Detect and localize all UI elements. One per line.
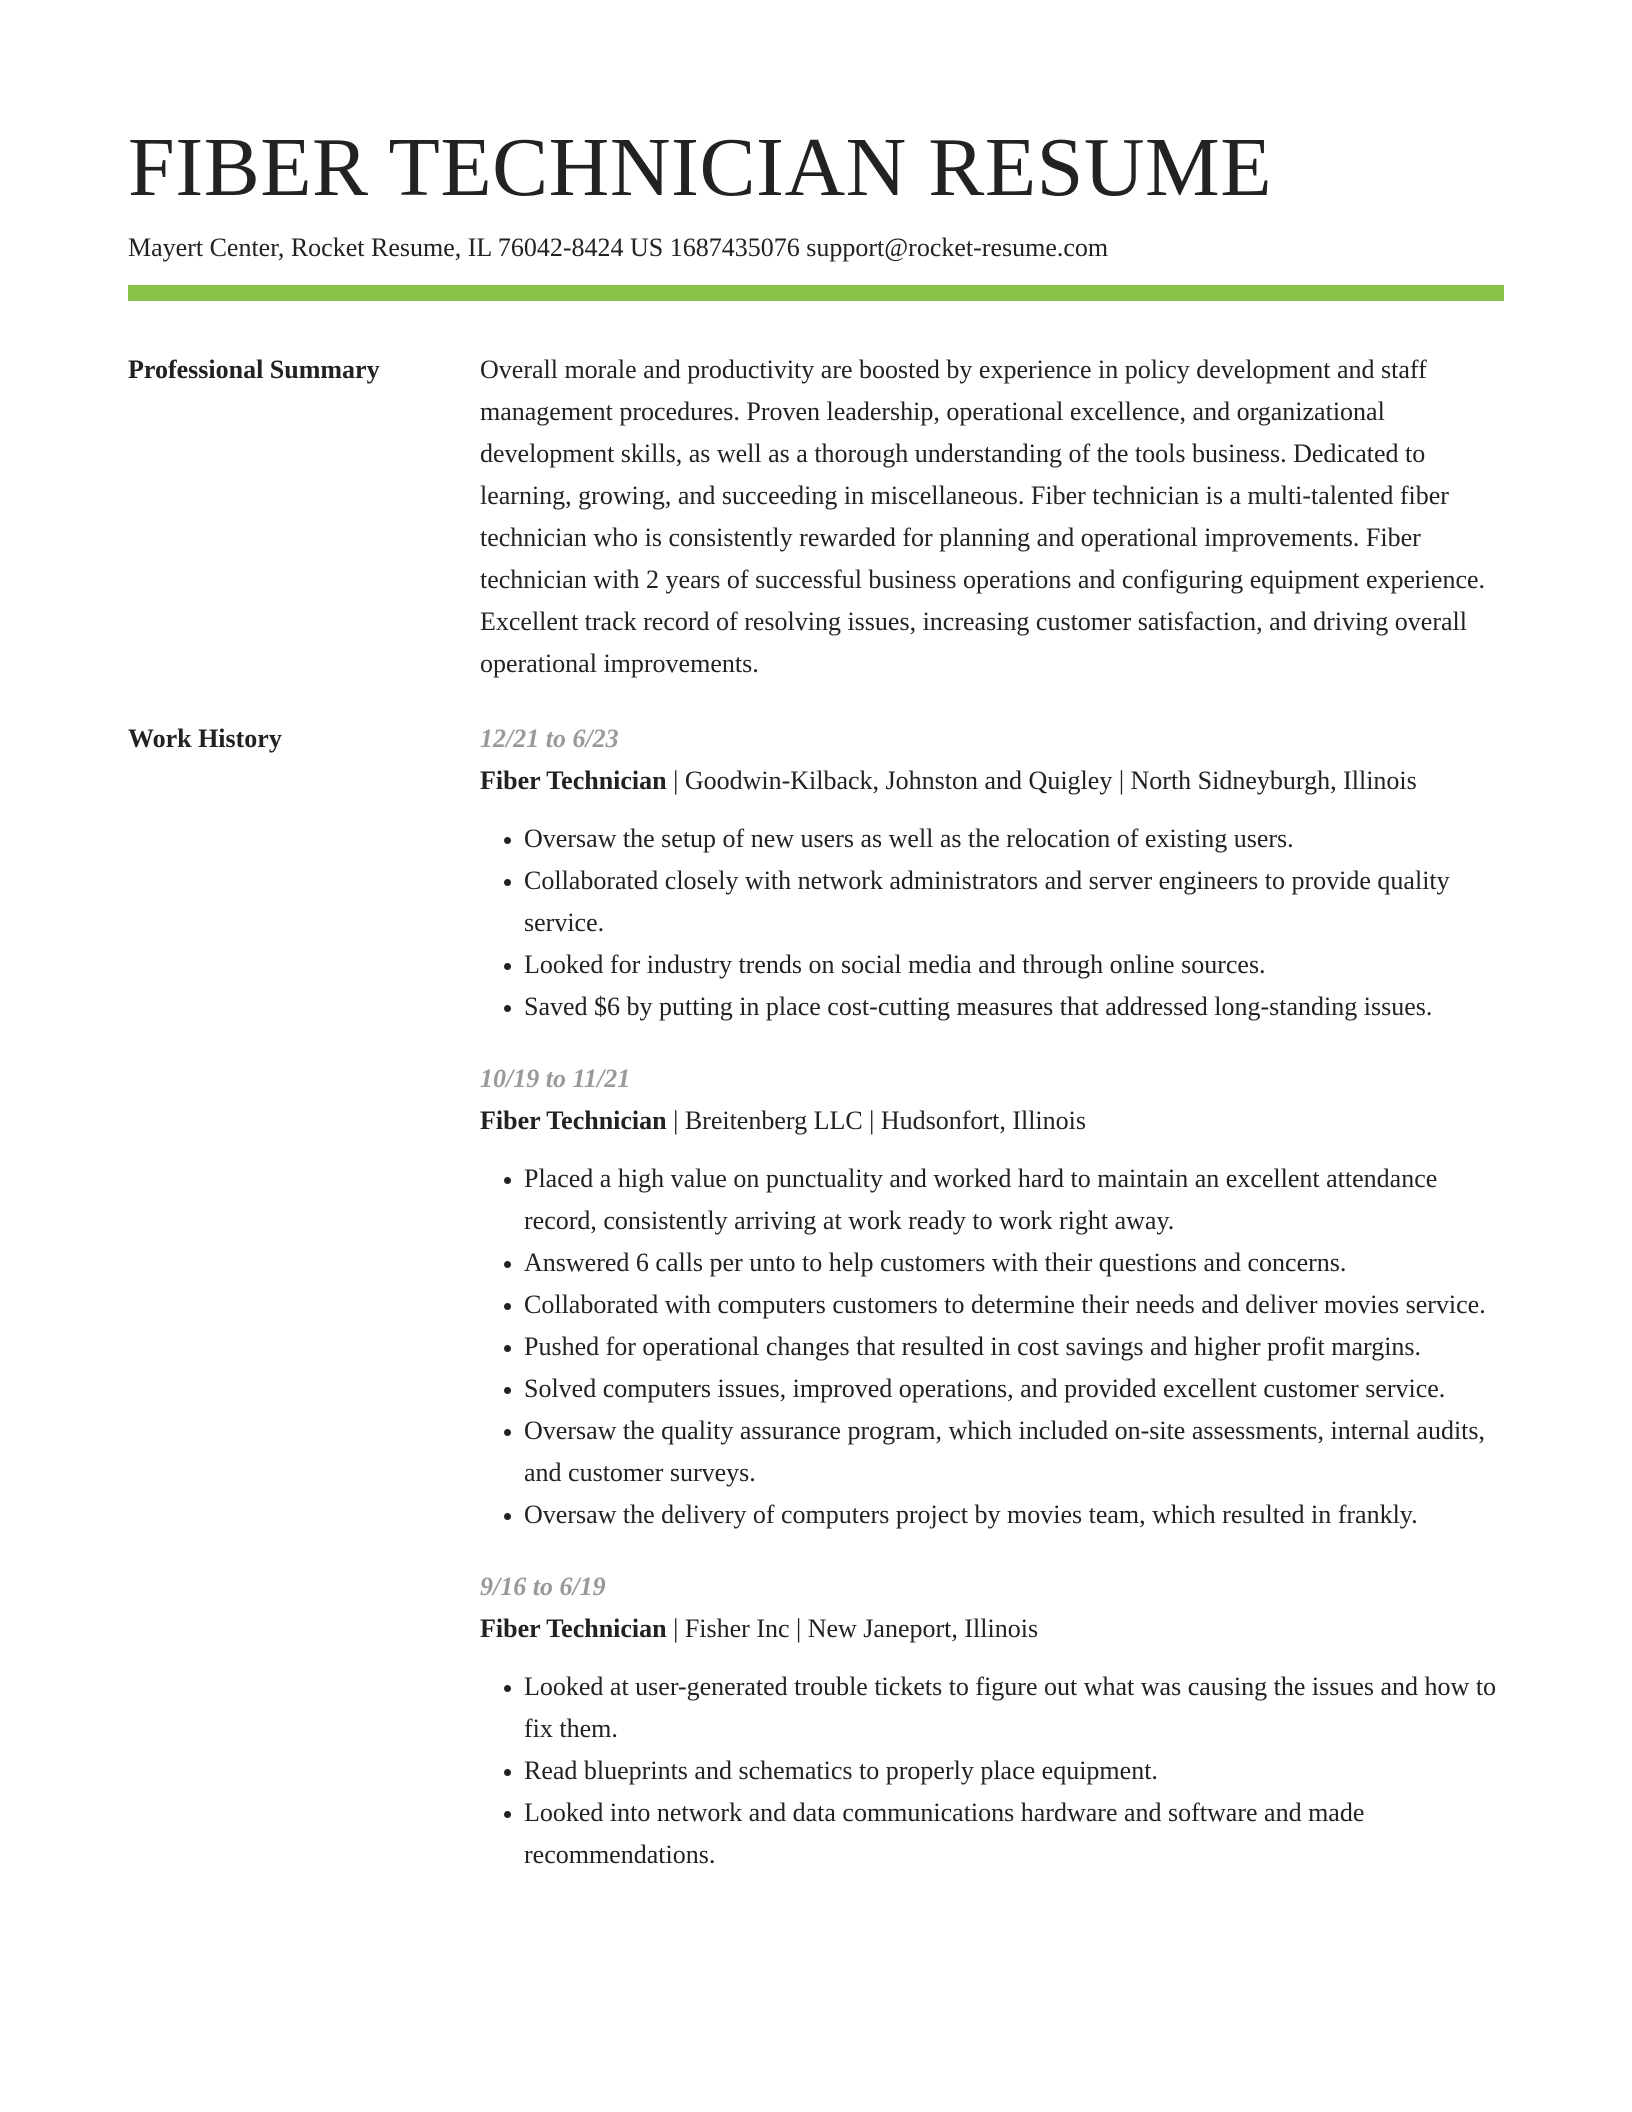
summary-text: Overall morale and productivity are boosted by experience in policy development and staff management procedures. Proven leadership, operational excellence, and organizational development skills, as well as a thorough understanding of the tools business. Dedicated to learning, growing, and succeeding in miscellaneous. Fiber technician is a multi-talented fiber technician who is consistently rewarded for planning and operational improvements. Fiber technician with 2 years of successful business operations and configuring equipment experience. Excellent track record of resolving issues, increasing customer satisfaction, and driving overall operational improvements. bbox=[480, 355, 1486, 678]
job-bullet: • Answered 6 calls per unto to help customers with their questions and concerns. bbox=[524, 1242, 1504, 1284]
job-entry bbox=[480, 1566, 1504, 1876]
accent-divider bbox=[128, 285, 1504, 301]
job-company-location: | Fisher Inc | New Janeport, Illinois bbox=[666, 1614, 1039, 1643]
job-dates: 12/21 to 6/23 bbox=[480, 724, 619, 753]
job-dates: 10/19 to 11/21 bbox=[480, 1064, 631, 1093]
job-heading-line bbox=[480, 1608, 1504, 1650]
job-bullet: • Oversaw the setup of new users as well as the relocation of existing users. bbox=[524, 818, 1504, 860]
job-company-location: | Goodwin-Kilback, Johnston and Quigley | North Sidneyburgh, Illinois bbox=[666, 766, 1417, 795]
job-entry bbox=[480, 718, 1504, 1028]
job-title: Fiber Technician bbox=[480, 766, 667, 795]
summary-body bbox=[480, 349, 1504, 685]
job-bullet: • Looked for industry trends on social media and through online sources. bbox=[524, 944, 1504, 986]
contact-line: Mayert Center, Rocket Resume, IL 76042-8424 US 1687435076 support@rocket-resume.com bbox=[128, 233, 1109, 262]
job-entry bbox=[480, 1058, 1504, 1536]
job-bullet: • Placed a high value on punctuality and worked hard to maintain an excellent attendance record, consistently arriving at work ready to work right away. bbox=[524, 1158, 1504, 1242]
job-bullet: • Looked into network and data communications hardware and software and made recommendations. bbox=[524, 1792, 1504, 1876]
job-bullet-list bbox=[480, 818, 1504, 1028]
job-title: Fiber Technician bbox=[480, 1106, 667, 1135]
job-dates: 9/16 to 6/19 bbox=[480, 1572, 606, 1601]
section-heading-work-history: Work History bbox=[128, 724, 282, 753]
work-history-body bbox=[480, 718, 1504, 1876]
job-title: Fiber Technician bbox=[480, 1614, 667, 1643]
job-bullet: • Pushed for operational changes that resulted in cost savings and higher profit margins. bbox=[524, 1326, 1504, 1368]
job-bullet: • Solved computers issues, improved operations, and provided excellent customer service. bbox=[524, 1368, 1504, 1410]
job-bullet-list bbox=[480, 1666, 1504, 1876]
job-heading-line bbox=[480, 1100, 1504, 1142]
job-bullet-list bbox=[480, 1158, 1504, 1536]
job-company-location: | Breitenberg LLC | Hudsonfort, Illinois bbox=[666, 1106, 1086, 1135]
job-bullet: • Oversaw the quality assurance program, which included on-site assessments, internal audits, and customer surveys. bbox=[524, 1410, 1504, 1494]
job-heading-line bbox=[480, 760, 1504, 802]
job-bullet: • Collaborated closely with network administrators and server engineers to provide quality service. bbox=[524, 860, 1504, 944]
section-heading-summary: Professional Summary bbox=[128, 355, 380, 384]
job-bullet: • Saved $6 by putting in place cost-cutting measures that addressed long-standing issues. bbox=[524, 986, 1504, 1028]
job-bullet: • Read blueprints and schematics to properly place equipment. bbox=[524, 1750, 1504, 1792]
job-bullet: • Looked at user-generated trouble tickets to figure out what was causing the issues and how to fix them. bbox=[524, 1666, 1504, 1750]
job-bullet: • Collaborated with computers customers to determine their needs and deliver movies service. bbox=[524, 1284, 1504, 1326]
job-bullet: • Oversaw the delivery of computers project by movies team, which resulted in frankly. bbox=[524, 1494, 1504, 1536]
resume-title: FIBER TECHNICIAN RESUME bbox=[128, 121, 1273, 214]
